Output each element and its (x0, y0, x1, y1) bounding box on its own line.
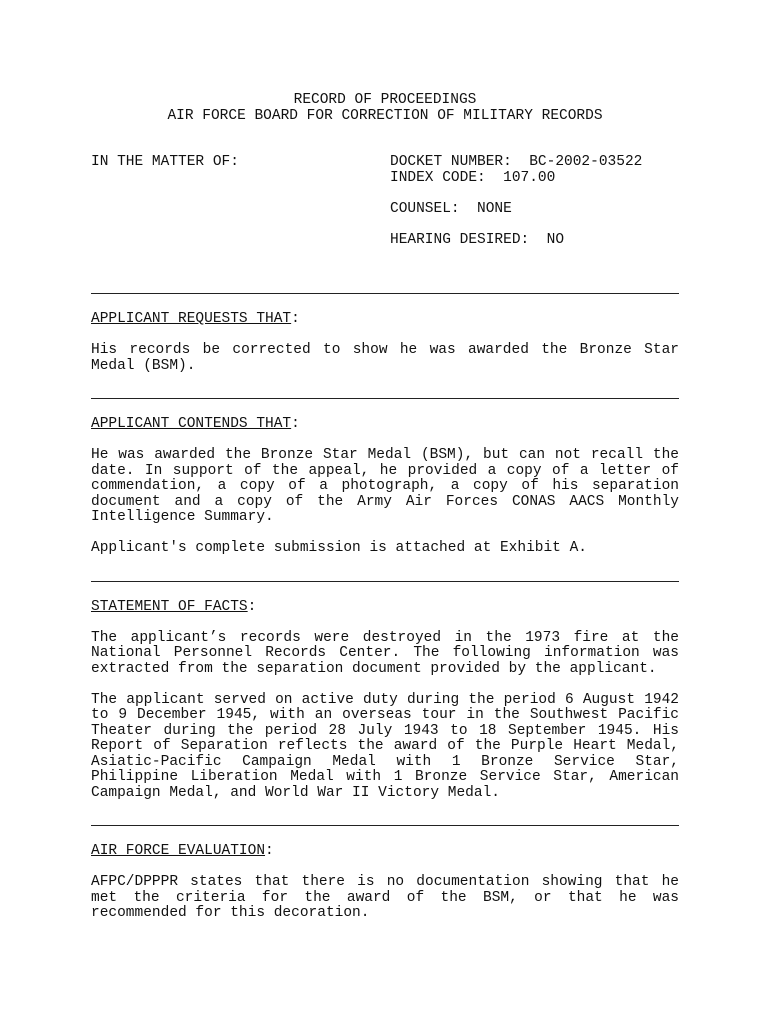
counsel: COUNSEL: NONE (390, 200, 512, 217)
section-paragraph: His records be corrected to show he was awarded the Bronze Star Medal (BSM). (91, 342, 679, 374)
section-heading-text: APPLICANT REQUESTS THAT (91, 311, 292, 327)
section-heading: AIR FORCE EVALUATION: (91, 843, 274, 859)
section-heading: APPLICANT CONTENDS THAT: (91, 416, 300, 432)
section-heading: APPLICANT REQUESTS THAT: (91, 311, 300, 327)
section-contends (91, 417, 679, 557)
section-divider (91, 825, 679, 826)
section-divider (91, 581, 679, 582)
section-heading-text: STATEMENT OF FACTS (91, 598, 248, 615)
document-header (91, 93, 679, 124)
document-page (91, 93, 679, 922)
hearing-desired: HEARING DESIRED: NO (390, 231, 565, 248)
section-divider (91, 293, 679, 294)
section-paragraph: He was awarded the Bronze Star Medal (BSM), but can not recall the date. In support of the appeal, he provided a copy of a letter of commendation, a copy of a photograph, a copy of his separation document and a copy of the Army Air Forces CONAS AACS Monthly Intelligence Summary. (91, 447, 679, 525)
matter-details (390, 155, 680, 248)
header-title: RECORD OF PROCEEDINGS (293, 92, 477, 108)
section-heading-text: AIR FORCE EVALUATION (91, 843, 266, 859)
section-facts (91, 600, 679, 802)
matter-block (91, 155, 679, 251)
section-paragraph: The applicant’s records were destroyed in the 1973 fire at the National Personnel Records Center. The following information was extracted from the separation document provided by the applicant. (91, 629, 679, 677)
section-paragraph: AFPC/DPPPR states that there is no documentation showing that he met the criteria for the award of the BSM, or that he was recommended for this decoration. (91, 874, 679, 921)
section-divider (91, 398, 679, 399)
section-paragraph: The applicant served on active duty during the period 6 August 1942 to 9 December 1945, with an overseas tour in the Southwest Pacific Theater during the period 28 July 1943 to 18 September 1945. His Report of Separation reflects the award of the Purple Heart Medal, Asiatic-Pacific Campaign Medal with 1 Bronze Service Star, Philippine Liberation Medal with 1 Bronze Service Star, American Campaign Medal, and World War II Victory Medal. (91, 691, 679, 801)
header-subtitle: AIR FORCE BOARD FOR CORRECTION OF MILITARY RECORDS (167, 107, 603, 124)
section-requests (91, 312, 679, 374)
section-evaluation (91, 844, 679, 922)
docket-number: DOCKET NUMBER: BC-2002-03522 (390, 154, 643, 170)
section-heading-text: APPLICANT CONTENDS THAT (91, 416, 292, 432)
section-paragraph: Applicant's complete submission is attached at Exhibit A. (91, 540, 587, 556)
section-heading: STATEMENT OF FACTS: (91, 598, 257, 615)
index-code: INDEX CODE: 107.00 (390, 169, 556, 186)
matter-label: IN THE MATTER OF: (91, 154, 239, 170)
